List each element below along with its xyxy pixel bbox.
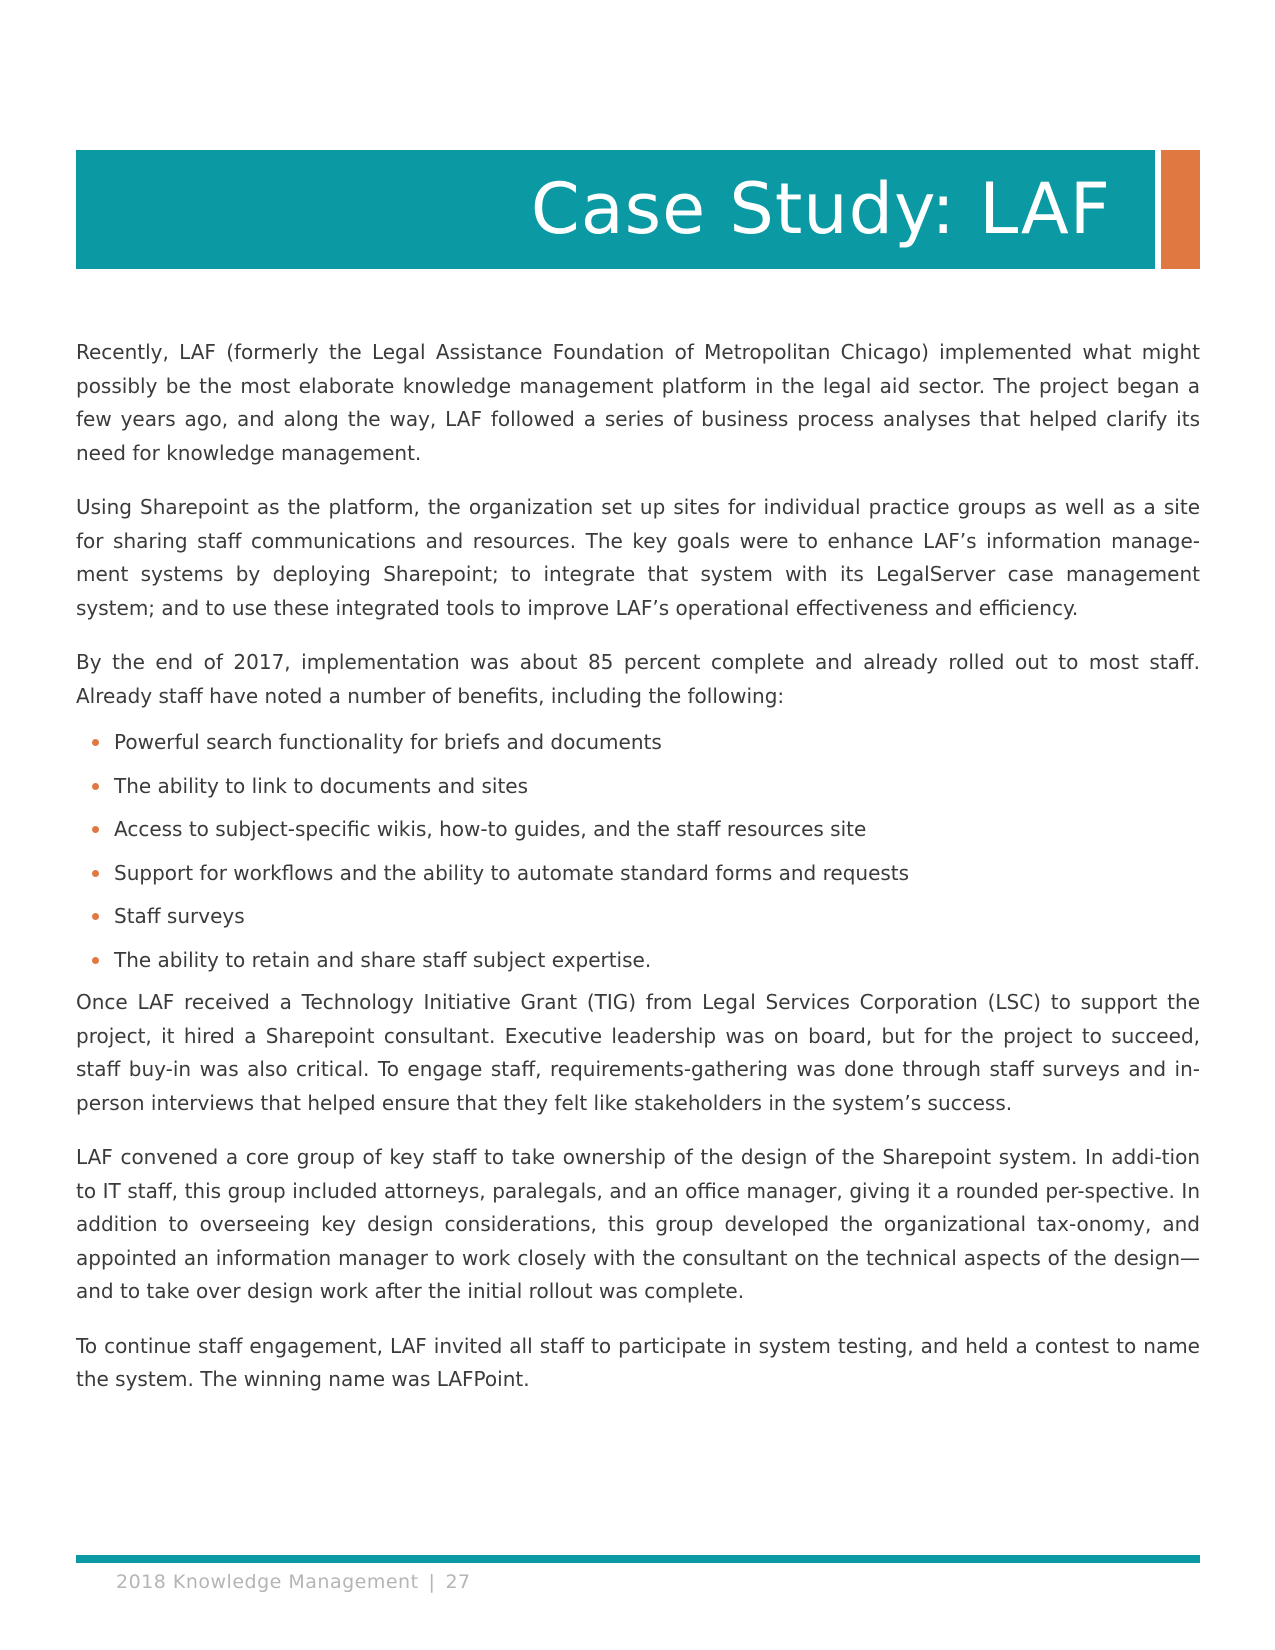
list-item — [76, 721, 1200, 765]
list-item — [76, 939, 1200, 983]
list-item-text: Powerful search functionality for briefs and documents — [114, 730, 662, 754]
list-item-text: Access to subject-specific wikis, how-to guides, and the staff resources site — [114, 817, 867, 841]
benefits-list — [76, 721, 1200, 982]
list-item-text: Staff surveys — [114, 904, 245, 928]
page-number: 27 — [445, 1571, 471, 1593]
grant-paragraph: Once LAF received a Technology Initiative Grant (TIG) from Legal Services Corporation (LSC) to support the project, it hired a Sharepoint consultant. Executive leadership was on board, but for the project to succeed, staff buy-in was also critical. To engage staff, requirements-gathering was done through staff surveys and in-person interviews that helped ensure that they felt like stakeholders in the system’s success. — [76, 990, 1200, 1115]
engagement-paragraph: To continue staff engagement, LAF invited all staff to participate in system testing, and held a contest to name the system. The winning name was LAFPoint. — [76, 1333, 1200, 1391]
list-item-text: Support for workflows and the ability to automate standard forms and requests — [114, 860, 910, 885]
list-item — [76, 765, 1200, 809]
title-banner — [76, 150, 1155, 269]
list-item — [76, 852, 1200, 896]
list-item-text: The ability to link to documents and sites — [114, 773, 529, 798]
list-item — [76, 808, 1200, 852]
bullet-icon — [92, 739, 99, 746]
bullet-icon — [92, 870, 99, 877]
progress-paragraph: By the end of 2017, implementation was about 85 percent complete and already rolled out to most staff. Already staff have noted a number of benefits, including the following: — [76, 650, 1200, 708]
page-footer — [116, 1571, 471, 1593]
page-title: Case Study: LAF — [530, 168, 1111, 250]
list-item-text: The ability to retain and share staff subject expertise. — [114, 947, 652, 972]
bullet-icon — [92, 957, 99, 964]
bullet-icon — [92, 826, 99, 833]
intro-paragraph: Recently, LAF (formerly the Legal Assistance Foundation of Metropolitan Chicago) implemented what might possibly be the most elaborate knowledge management platform in the legal aid sector. The project began a few years ago, and along the way, LAF followed a series of business process analyses that helped clarify its need for knowledge management. — [76, 340, 1200, 465]
article-body — [76, 336, 1200, 1418]
footer-separator: | — [428, 1571, 436, 1593]
core-group-paragraph: LAF convened a core group of key staff to take ownership of the design of the Sharepoint system. In addi-tion to IT staff, this group included attorneys, paralegals, and an office manager, giving it a rounded per-spective. In addition to overseeing key design considerations, this group developed the organizational tax-onomy, and appointed an information manager to work closely with the consultant on the technical aspects of the design—and to take over design work after the initial rollout was complete. — [76, 1145, 1200, 1303]
goals-paragraph: Using Sharepoint as the platform, the organization set up sites for individual practice groups as well as a site for sharing staff communications and resources. The key goals were to enhance LAF’s information manage-ment systems by deploying Sharepoint; to integrate that system with its LegalServer case management system; and to use these integrated tools to improve LAF’s operational effectiveness and efficiency. — [76, 495, 1200, 620]
list-item — [76, 895, 1200, 939]
footer-rule — [76, 1555, 1200, 1563]
bullet-icon — [92, 783, 99, 790]
title-accent-bar — [1161, 150, 1200, 269]
footer-publication: 2018 Knowledge Management — [116, 1571, 419, 1593]
bullet-icon — [92, 913, 99, 920]
